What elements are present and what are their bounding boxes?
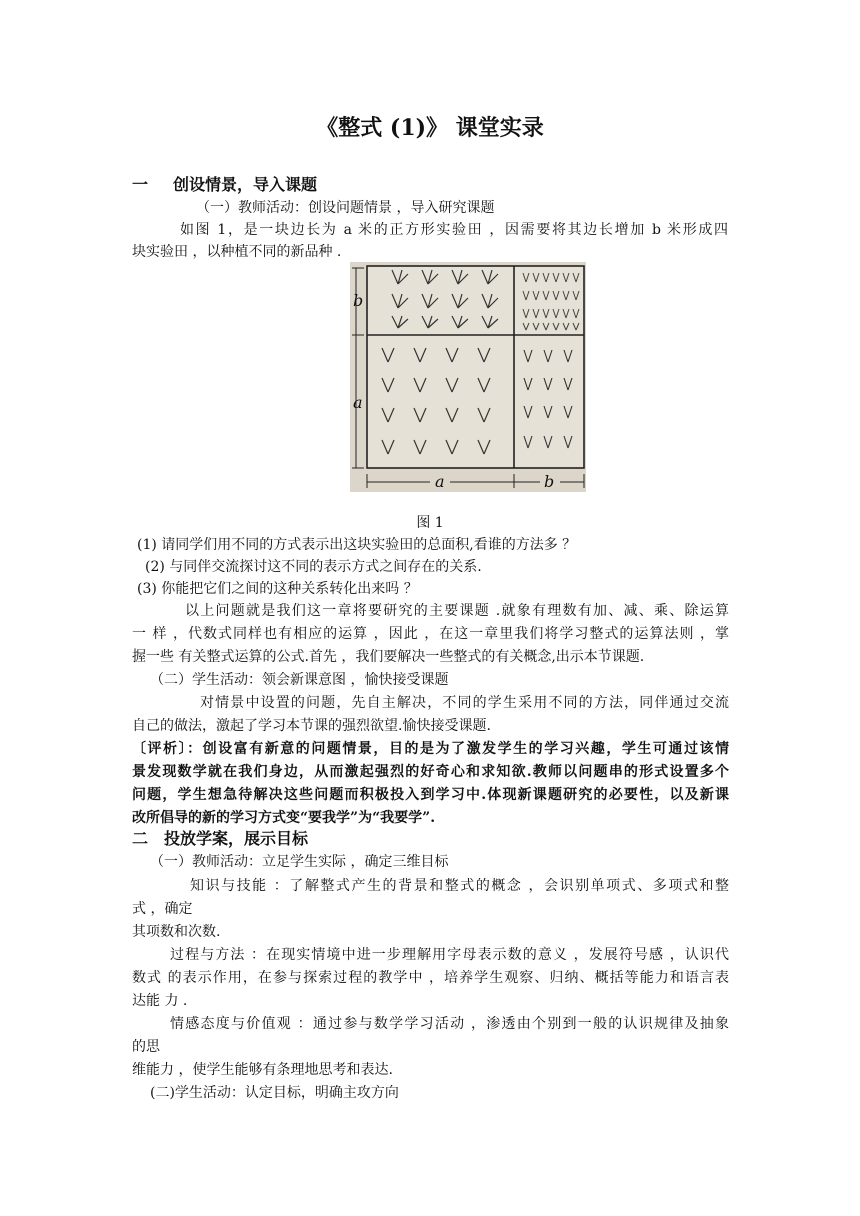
- figure-caption: 图 1: [416, 515, 444, 531]
- question-3: (3) 你能把它们之间的这种关系转化出来吗 ？: [137, 581, 418, 597]
- question-2: (2) 与同伴交流探讨这不同的表示方式之间存在的关系.: [145, 559, 482, 575]
- emotion-line-1: 情感态度与价值观 ：通过参与数学学习活动 ，渗透由个别到一般的认识规律及抽象: [170, 1016, 729, 1032]
- section1-student-activity: （二）学生活动：领会新课意图 ，愉快接受课题: [150, 672, 449, 688]
- process-line-2: 数式 的表示作用，在参与探索过程的教学中 ，培养学生观察、归纳、概括等能力和语言表: [132, 970, 729, 986]
- para1-line-2: 一 样 ，代数式同样也有相应的运算 ，因此 ，在这一章里我们将学习整式的运算法则 ，掌: [132, 626, 729, 642]
- label-bottom-b: b: [544, 472, 555, 491]
- para1-line-3: 握一些 有关整式运算的公式.首先 ，我们要解决一些整式的有关概念,出示本节课题.: [132, 649, 645, 665]
- field-diagram-svg: [350, 262, 586, 492]
- emotion-line-2: 的思: [132, 1039, 160, 1055]
- section2-teacher-activity: （一）教师活动：立足学生实际 ，确定三维目标: [150, 854, 449, 870]
- comment-line-2: 景发现数学就在我们身边，从而激起强烈的好奇心和求知欲.教师以问题串的形式设置多个: [132, 764, 729, 780]
- comment-line-1: 〔评析〕：创设富有新意的问题情景，目的是为了激发学生的学习兴趣，学生可通过该情: [132, 741, 729, 757]
- knowledge-line-2: 式 ，确定: [132, 901, 193, 917]
- para2-line-1: 对情景中设置的问题，先自主解决，不同的学生采用不同的方法，同伴通过交流: [200, 695, 729, 711]
- section1-heading: 创设情景，导入课题: [173, 175, 318, 194]
- section1-teacher-activity: （一）教师活动：创设问题情景 ，导入研究课题: [196, 200, 495, 216]
- para2-line-2: 自己的做法，激起了学习本节课的强烈欲望.愉快接受课题.: [132, 718, 491, 734]
- label-left-b: b: [353, 291, 364, 310]
- section2-student-activity: (二)学生活动：认定目标，明确主攻方向: [150, 1085, 399, 1101]
- section1-number: 一: [132, 175, 149, 194]
- figure-1-field-diagram: [350, 262, 586, 492]
- section2-heading: 投放学案，展示目标: [164, 829, 309, 848]
- para1-line-1: 以上问题就是我们这一章将要研究的主要课题 .就象有理数有加、减、乘、除运算: [185, 603, 729, 619]
- process-line-3: 达能 力 .: [132, 993, 188, 1009]
- comment-line-4: 改所倡导的新的学习方式变“要我学”为“我要学”.: [132, 810, 436, 826]
- emotion-line-3: 维能力 ，使学生能够有条理地思考和表达.: [132, 1062, 393, 1078]
- label-bottom-a: a: [435, 472, 445, 491]
- knowledge-line-1: 知识与技能 ：了解整式产生的背景和整式的概念 ，会识别单项式、多项式和整: [190, 878, 729, 894]
- comment-line-3: 问题，学生想急待解决这些问题而积极投入到学习中.体现新课题研究的必要性，以及新课: [132, 787, 729, 803]
- intro-line-1: 如图 1，是一块边长为 a 米的正方形实验田 ，因需要将其边长增加 b 米形成四: [180, 222, 728, 238]
- knowledge-line-3: 其项数和次数.: [132, 924, 221, 940]
- section2-number: 二: [132, 829, 149, 848]
- label-left-a: a: [353, 393, 363, 412]
- page-title: 《整式 (1)》 课堂实录: [316, 115, 544, 141]
- process-line-1: 过程与方法 ：在现实情境中进一步理解用字母表示数的意义 ，发展符号感 ，认识代: [170, 947, 729, 963]
- question-1: (1) 请同学们用不同的方式表示出这块实验田的总面积,看谁的方法多 ？: [137, 537, 577, 553]
- intro-line-2: 块实验田 ，以种植不同的新品种 .: [132, 244, 342, 260]
